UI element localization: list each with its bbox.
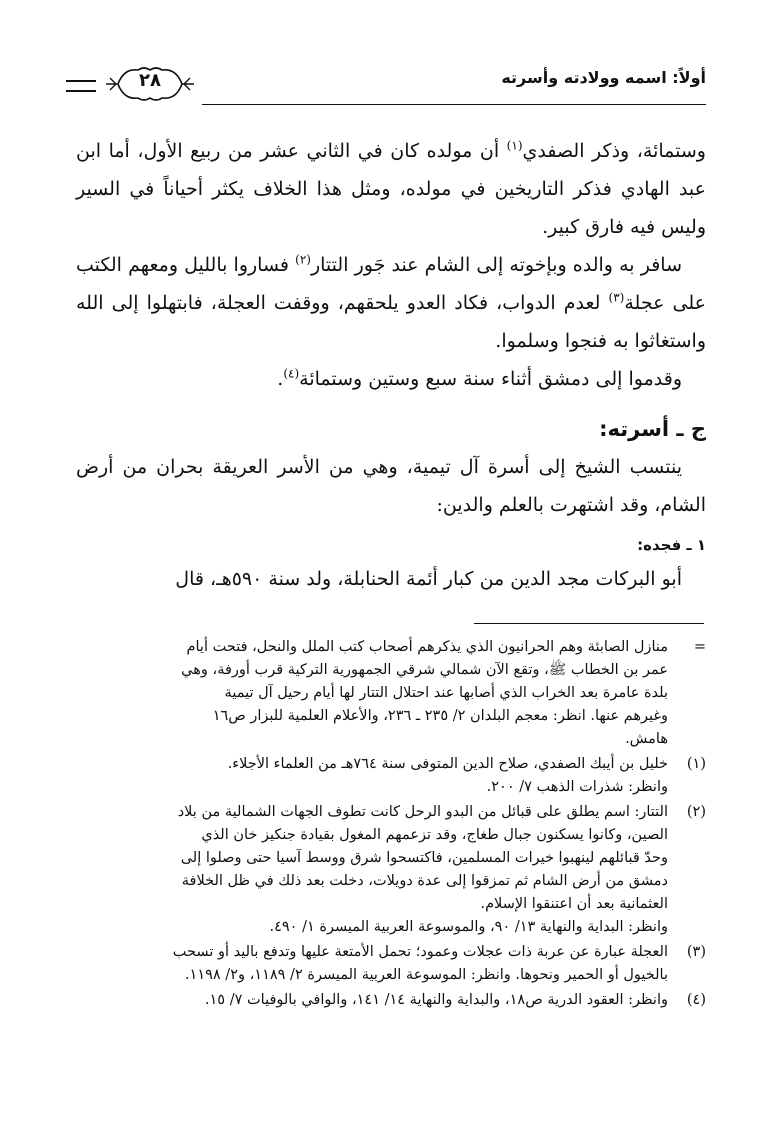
footnote (72, 801, 706, 939)
footnote-line: دمشق من أرض الشام ثم تمزقوا إلى عدة دويلات، دخلت بعد ذلك في ظل الخلافة (181, 873, 668, 889)
text-span: سافر به والده وبإخوته إلى الشام عند جَور التتار (310, 254, 682, 276)
paragraph-5: أبو البركات مجد الدين من كبار أئمة الحنابلة، ولد سنة ٥٩٠هـ، قال (175, 568, 682, 590)
footnote-ref[interactable]: (٣) (608, 290, 625, 305)
text-span: وقدموا إلى دمشق أثناء سنة سبع وستين وستمائة (299, 368, 682, 390)
double-rule-icon (66, 80, 96, 92)
footnote (72, 989, 706, 1012)
paragraph-3 (76, 360, 706, 398)
footnote-line: هامش. (625, 731, 668, 747)
footnote (72, 636, 706, 751)
header-rule (202, 104, 706, 105)
footnote-number: = (693, 639, 706, 655)
running-title: أولاً: اسمه وولادته وأسرته (501, 68, 706, 87)
text-span: فساروا بالليل ومعهم الكتب على عجلة (76, 254, 706, 314)
paragraph-4: ينتسب الشيخ إلى أسرة آل تيمية، وهي من الأسر العريقة بحران من أرض الشام، وقد اشتهرت بالعلم والدين: (76, 456, 706, 516)
footnote-line: منازل الصابئة وهم الحرانيون الذي يذكرهم أصحاب كتب الملل والنحل، فتحت أيام (186, 639, 668, 655)
footnote-line: التتار: اسم يطلق على قبائل من البدو الرحل كانت تطوف الجهات الشمالية من بلاد (177, 804, 668, 820)
footnote-line: عمر بن الخطاب ﷺ، وتقع الآن شمالي شرقي الجمهورية التركية قرب أورفة، وهي (181, 662, 668, 678)
footnote-line: خليل بن أيبك الصفدي، صلاح الدين المتوفى سنة ٧٦٤هـ من العلماء الأجلاء. (227, 756, 668, 772)
text-span: . (277, 368, 284, 390)
paragraph-2 (76, 246, 706, 360)
footnote-line: وانظر: البداية والنهاية ١٣/ ٩٠، والموسوعة العربية الميسرة ١/ ٤٩٠. (269, 919, 668, 935)
footnote-line: بلدة عامرة بعد الخراب الذي أصابها عند احتلال التتار لها أيام رحيل آل تيمية (224, 685, 668, 701)
footnote (72, 941, 706, 987)
text-span: أن مولده كان في الثاني عشر من ربيع الأول، أما ابن عبد الهادي فذكر التاريخين في مولده، ومثل هذا الخلاف يكثر أحياناً في السير وليس فيه فارق كبير. (76, 140, 706, 238)
footnotes (72, 636, 706, 1014)
footnote-line: وانظر: العقود الدرية ص١٨، والبداية والنهاية ١٤/ ١٤١، والوافي بالوفيات ٧/ ١٥. (204, 992, 668, 1008)
subsection-heading: ١ ـ فجده: (637, 536, 706, 554)
paragraph-1 (76, 132, 706, 246)
footnote-line: الصين، وكانوا يسكنون جبال طغاج، وقد تزعمهم المغول بقيادة جنكيز خان الذي (201, 827, 668, 843)
footnote-number: (٢) (686, 804, 706, 820)
text-span: وستمائة، وذكر الصفدي (522, 140, 706, 162)
main-text (76, 132, 706, 598)
footnote-line: العجلة عبارة عن عربة ذات عجلات وعمود؛ تحمل الأمتعة عليها وتدفع باليد أو تسحب (172, 944, 668, 960)
footnote-number: (٤) (686, 992, 706, 1008)
footnote-line: بالخيول أو الحمير ونحوها. وانظر: الموسوعة العربية الميسرة ٢/ ١١٨٩، و٢/ ١١٩٨. (184, 967, 668, 983)
page-number: ٢٨ (139, 70, 161, 91)
page-number-badge (104, 64, 196, 104)
footnote-ref[interactable]: (١) (506, 138, 523, 153)
footnote (72, 753, 706, 799)
footnote-ref[interactable]: (٢) (295, 252, 311, 267)
footnote-ref[interactable]: (٤) (283, 366, 300, 381)
footnote-line: العثمانية بعد أن اعتنقوا الإسلام. (480, 896, 668, 912)
footnote-line: وحدّ قبائلهم لينهبوا خيرات المسلمين، فاكتسحوا شرق ووسط آسيا حتى وصلوا إلى (180, 850, 668, 866)
footnote-number: (١) (686, 756, 706, 772)
text-span: لعدم الدواب، فكاد العدو يلحقهم، ووقفت العجلة، فابتهلوا إلى الله واستغاثوا به فنجوا وسلموا. (76, 292, 706, 352)
footnote-line: وغيرهم عنها. انظر: معجم البلدان ٢/ ٢٣٥ ـ ٢٣٦، والأعلام العلمية للبزار ص١٦ (212, 708, 668, 724)
footnote-separator (474, 623, 704, 624)
footnote-number: (٣) (686, 944, 706, 960)
section-heading: ج ـ أسرته: (599, 417, 706, 441)
page-header (66, 62, 706, 106)
footnote-line: وانظر: شذرات الذهب ٧/ ٢٠٠. (486, 779, 668, 795)
